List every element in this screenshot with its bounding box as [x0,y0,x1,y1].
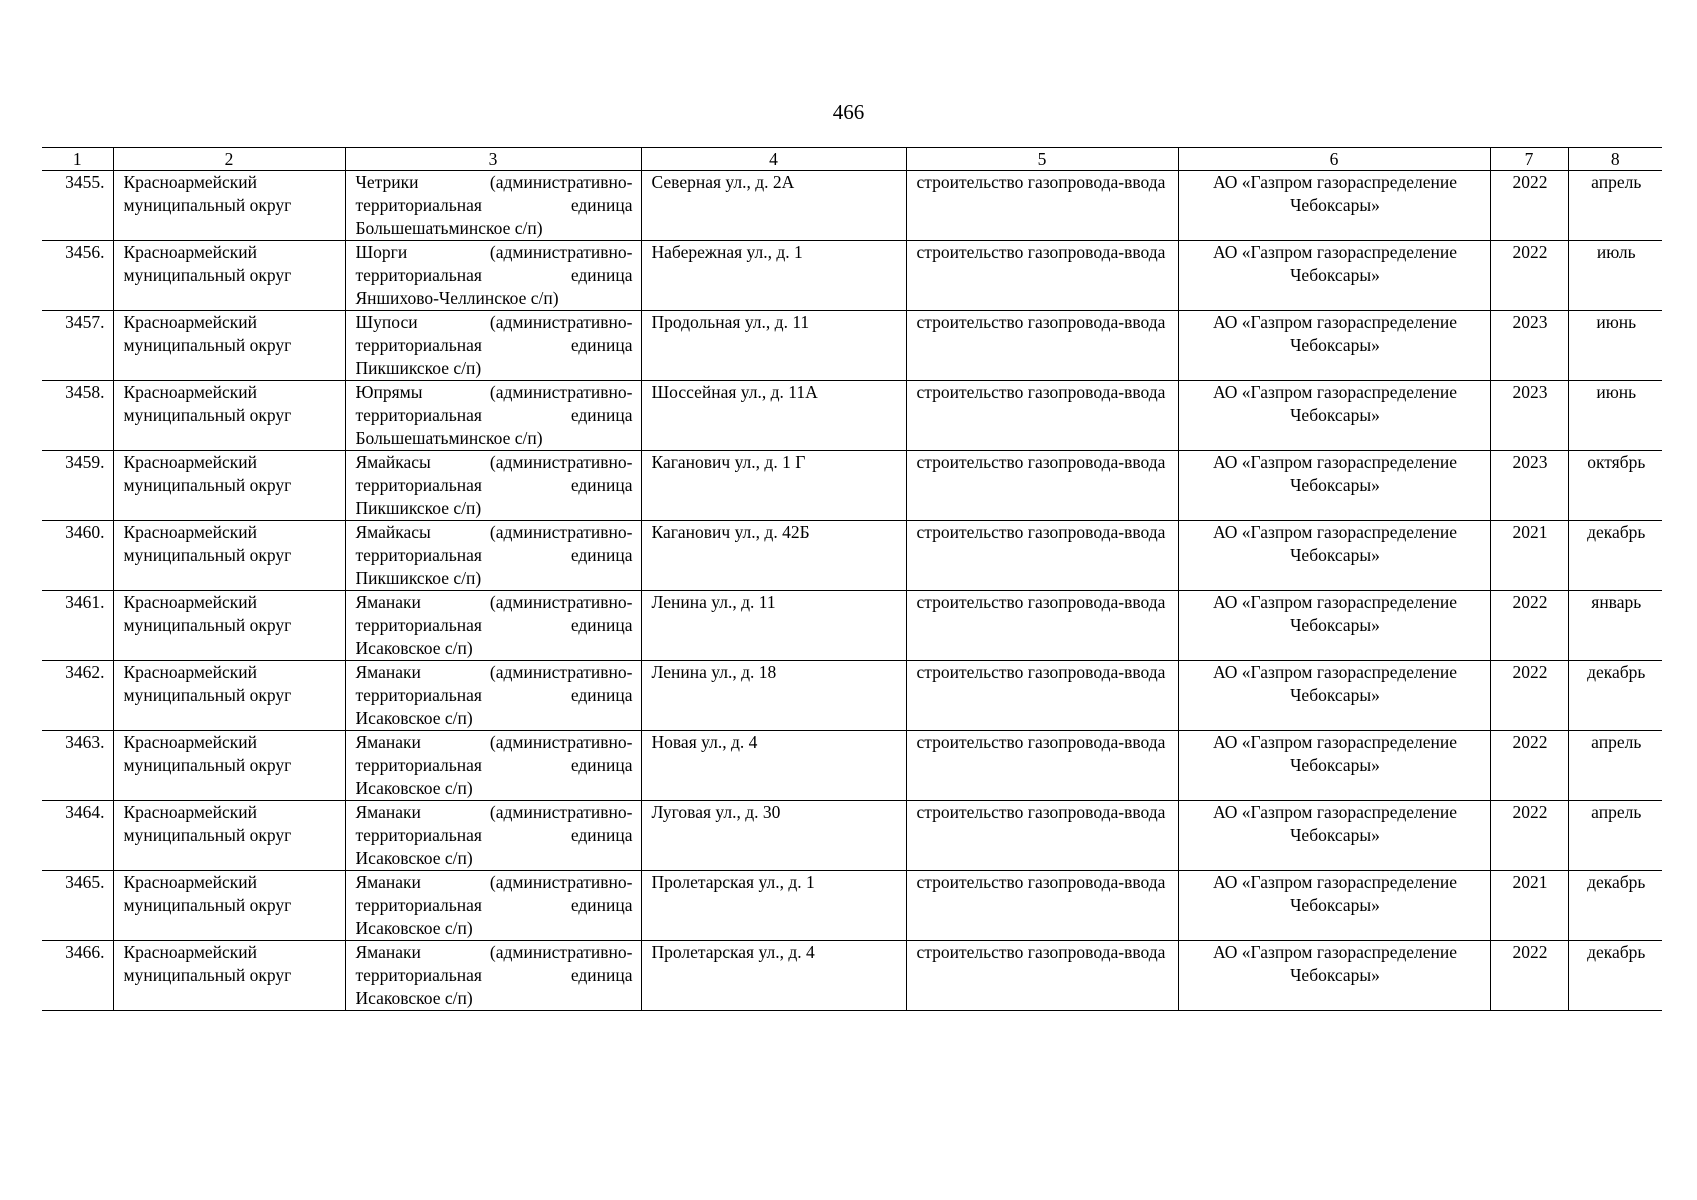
year-cell: 2023 [1490,451,1568,521]
address-cell: Северная ул., д. 2А [641,171,906,241]
organization-cell: АО «Газпром газораспределение Чебоксары» [1178,731,1490,801]
district-cell: Красноармейский муниципальный округ [113,171,345,241]
table-row [42,521,1662,591]
year-cell: 2022 [1490,241,1568,311]
settlement-cell: Ямайкасы (административно-территориальная единица Пикшикское с/п) [345,451,641,521]
district-cell: Красноармейский муниципальный округ [113,871,345,941]
settlement-cell: Яманаки (административно-территориальная единица Исаковское с/п) [345,591,641,661]
work-type-cell: строительство газопровода-ввода [906,241,1178,311]
district-cell: Красноармейский муниципальный округ [113,311,345,381]
work-type-cell: строительство газопровода-ввода [906,941,1178,1011]
column-header-3: 3 [345,148,641,171]
district-cell: Красноармейский муниципальный округ [113,521,345,591]
table-row [42,311,1662,381]
district-cell: Красноармейский муниципальный округ [113,661,345,731]
month-cell: декабрь [1568,871,1662,941]
settlement-cell: Юпрямы (административно-территориальная единица Большешатьминское с/п) [345,381,641,451]
year-cell: 2022 [1490,801,1568,871]
table-row [42,801,1662,871]
work-type-cell: строительство газопровода-ввода [906,591,1178,661]
table-row [42,241,1662,311]
table-row [42,731,1662,801]
work-type-cell: строительство газопровода-ввода [906,731,1178,801]
table-header-row [42,148,1662,171]
column-header-6: 6 [1178,148,1490,171]
year-cell: 2022 [1490,171,1568,241]
month-cell: июнь [1568,381,1662,451]
address-cell: Шоссейная ул., д. 11А [641,381,906,451]
address-cell: Каганович ул., д. 42Б [641,521,906,591]
page-number: 466 [832,100,865,124]
settlement-cell: Яманаки (административно-территориальная единица Исаковское с/п) [345,871,641,941]
district-cell: Красноармейский муниципальный округ [113,941,345,1011]
row-number: 3457. [42,311,113,381]
month-cell: декабрь [1568,941,1662,1011]
organization-cell: АО «Газпром газораспределение Чебоксары» [1178,801,1490,871]
address-cell: Пролетарская ул., д. 1 [641,871,906,941]
row-number: 3464. [42,801,113,871]
month-cell: июнь [1568,311,1662,381]
district-cell: Красноармейский муниципальный округ [113,591,345,661]
table-row [42,591,1662,661]
organization-cell: АО «Газпром газораспределение Чебоксары» [1178,661,1490,731]
settlement-cell: Яманаки (административно-территориальная единица Исаковское с/п) [345,731,641,801]
month-cell: апрель [1568,171,1662,241]
address-cell: Набережная ул., д. 1 [641,241,906,311]
address-cell: Продольная ул., д. 11 [641,311,906,381]
organization-cell: АО «Газпром газораспределение Чебоксары» [1178,521,1490,591]
row-number: 3460. [42,521,113,591]
organization-cell: АО «Газпром газораспределение Чебоксары» [1178,381,1490,451]
month-cell: январь [1568,591,1662,661]
column-header-5: 5 [906,148,1178,171]
month-cell: октябрь [1568,451,1662,521]
month-cell: июль [1568,241,1662,311]
column-header-4: 4 [641,148,906,171]
month-cell: апрель [1568,801,1662,871]
settlement-cell: Четрики (административно-территориальная единица Большешатьминское с/п) [345,171,641,241]
work-type-cell: строительство газопровода-ввода [906,311,1178,381]
organization-cell: АО «Газпром газораспределение Чебоксары» [1178,241,1490,311]
row-number: 3461. [42,591,113,661]
address-cell: Каганович ул., д. 1 Г [641,451,906,521]
row-number: 3458. [42,381,113,451]
column-header-8: 8 [1568,148,1662,171]
row-number: 3466. [42,941,113,1011]
work-type-cell: строительство газопровода-ввода [906,871,1178,941]
settlement-cell: Шорги (административно-территориальная единица Яншихово-Челлинское с/п) [345,241,641,311]
district-cell: Красноармейский муниципальный округ [113,801,345,871]
district-cell: Красноармейский муниципальный округ [113,241,345,311]
settlement-cell: Яманаки (административно-территориальная единица Исаковское с/п) [345,661,641,731]
row-number: 3459. [42,451,113,521]
year-cell: 2021 [1490,521,1568,591]
district-cell: Красноармейский муниципальный округ [113,451,345,521]
organization-cell: АО «Газпром газораспределение Чебоксары» [1178,451,1490,521]
year-cell: 2022 [1490,941,1568,1011]
work-type-cell: строительство газопровода-ввода [906,801,1178,871]
address-cell: Ленина ул., д. 11 [641,591,906,661]
row-number: 3456. [42,241,113,311]
organization-cell: АО «Газпром газораспределение Чебоксары» [1178,591,1490,661]
district-cell: Красноармейский муниципальный округ [113,381,345,451]
work-type-cell: строительство газопровода-ввода [906,381,1178,451]
row-number: 3462. [42,661,113,731]
table-row [42,381,1662,451]
settlement-cell: Яманаки (административно-территориальная единица Исаковское с/п) [345,941,641,1011]
month-cell: декабрь [1568,521,1662,591]
work-type-cell: строительство газопровода-ввода [906,521,1178,591]
table-row [42,451,1662,521]
month-cell: апрель [1568,731,1662,801]
address-cell: Луговая ул., д. 30 [641,801,906,871]
row-number: 3455. [42,171,113,241]
work-type-cell: строительство газопровода-ввода [906,451,1178,521]
column-header-2: 2 [113,148,345,171]
column-header-7: 7 [1490,148,1568,171]
row-number: 3463. [42,731,113,801]
organization-cell: АО «Газпром газораспределение Чебоксары» [1178,311,1490,381]
table-row [42,871,1662,941]
table-row [42,171,1662,241]
column-header-1: 1 [42,148,113,171]
address-cell: Новая ул., д. 4 [641,731,906,801]
work-type-cell: строительство газопровода-ввода [906,171,1178,241]
table-body [42,171,1662,1011]
organization-cell: АО «Газпром газораспределение Чебоксары» [1178,871,1490,941]
row-number: 3465. [42,871,113,941]
address-cell: Пролетарская ул., д. 4 [641,941,906,1011]
settlement-cell: Ямайкасы (административно-территориальная единица Пикшикское с/п) [345,521,641,591]
organization-cell: АО «Газпром газораспределение Чебоксары» [1178,941,1490,1011]
settlement-cell: Шупоси (административно-территориальная единица Пикшикское с/п) [345,311,641,381]
table-row [42,941,1662,1011]
organization-cell: АО «Газпром газораспределение Чебоксары» [1178,171,1490,241]
gas-pipeline-registry-table [42,147,1662,1011]
month-cell: декабрь [1568,661,1662,731]
year-cell: 2022 [1490,731,1568,801]
address-cell: Ленина ул., д. 18 [641,661,906,731]
year-cell: 2023 [1490,381,1568,451]
settlement-cell: Яманаки (административно-территориальная единица Исаковское с/п) [345,801,641,871]
work-type-cell: строительство газопровода-ввода [906,661,1178,731]
year-cell: 2021 [1490,871,1568,941]
year-cell: 2022 [1490,591,1568,661]
year-cell: 2022 [1490,661,1568,731]
table-row [42,661,1662,731]
year-cell: 2023 [1490,311,1568,381]
district-cell: Красноармейский муниципальный округ [113,731,345,801]
